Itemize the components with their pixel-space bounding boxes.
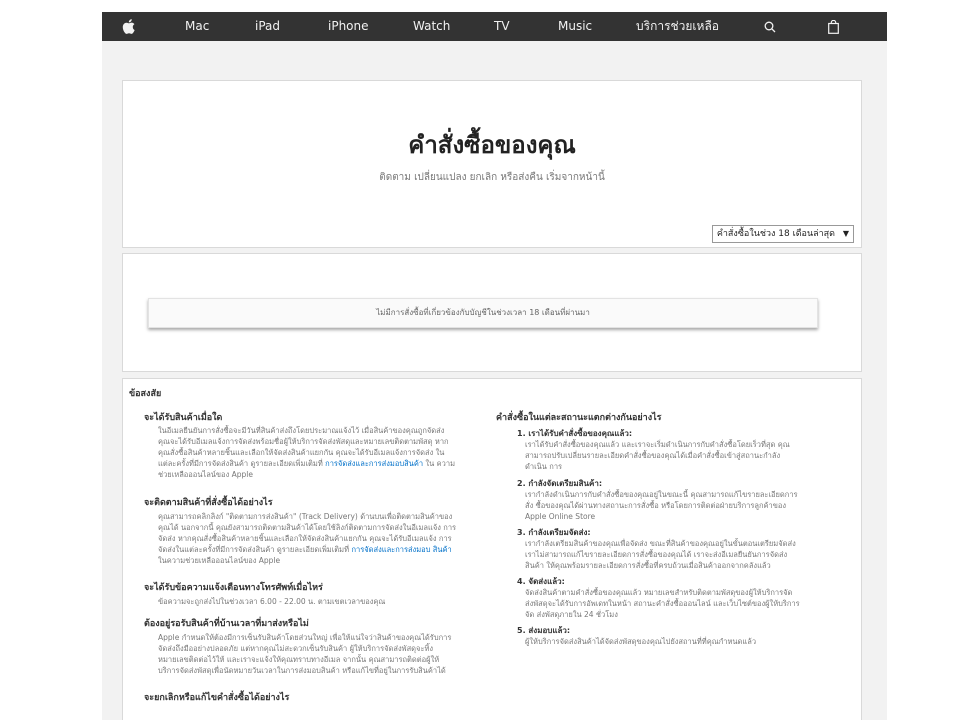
delivery-help-link[interactable]: การจัดส่งและการส่งมอบ สินค้า [351, 545, 452, 554]
orders-header-card [122, 80, 862, 248]
faq-card [122, 378, 862, 720]
orders-list-card [122, 253, 862, 372]
nav-item-mac[interactable]: Mac [185, 19, 210, 33]
faq-question: จะได้รับข้อความแจ้งเตือนทางโทรศัพท์เมื่อไหร่ [144, 583, 323, 593]
faq-question: จะยกเลิกหรือแก้ไขคำสั่งซื้อได้อย่างไร [144, 693, 290, 703]
empty-orders-message: ไม่มีการสั่งซื้อที่เกี่ยวข้องกับบัญชีในช่วงเวลา 18 เดือนที่ผ่านมา [148, 298, 818, 328]
delivery-help-link[interactable]: การจัดส่งและการส่งมอบสินค้า [325, 459, 424, 468]
nav-item-iphone[interactable]: iPhone [328, 19, 369, 33]
faq-question: จะติดตามสินค้าที่สั่งซื้อได้อย่างไร [144, 498, 273, 508]
status-step-title: 3. กำลังเตรียมจัดส่ง: [517, 528, 591, 537]
faq-question: คำสั่งซื้อในแต่ละสถานะแตกต่างกันอย่างไร [496, 413, 662, 423]
order-period-value: คำสั่งซื้อในช่วง 18 เดือนล่าสุด [716, 229, 835, 239]
nav-item-support[interactable]: บริการช่วยเหลือ [636, 19, 719, 33]
status-step-text: เรากำลังดำเนินการกับคำสั่งซื้อของคุณอยู่ในขณะนี้ คุณสามารถแก้ไขรายละเอียดการสั่ง ซื้อของคุณได้ผ่านทางสถานะการสั่งซื้อ หรือโดยการติดต่อฝ่ายบริการลูกค้าของ Apple Online Store [525, 490, 798, 521]
caret-down-icon: ▼ [842, 229, 849, 238]
status-step-text: เราได้รับคำสั่งซื้อของคุณแล้ว และเราจะเริ่มดำเนินการกับคำสั่งซื้อโดยเร็วที่สุด คุณ สามารถปรับเปลี่ยนรายละเอียดคำสั่งซื้อของคุณได้เมื่อคำสั่งซื้อเข้าสู่สถานะกำลังดำเนิน การ [525, 440, 790, 471]
faq-question: จะได้รับสินค้าเมื่อใด [144, 413, 223, 423]
status-step-text: เรากำลังเตรียมสินค้าของคุณเพื่อจัดส่ง ขณะที่สินค้าของคุณอยู่ในขั้นตอนเตรียมจัดส่ง เราไม่สามารถแก้ไขรายละเอียดการสั่งซื้อของคุณได้ เราจะส่งอีเมลยืนยันการจัดส่งสินค้า ให้คุณพร้อมรายละเอียดการสั่งซื้อที่ครบถ้วนเมื่อสินค้าออกจากคลังแล้ว [525, 539, 796, 570]
global-nav [102, 12, 887, 41]
search-icon[interactable] [764, 12, 776, 41]
status-step-title: 4. จัดส่งแล้ว: [517, 577, 565, 586]
page-title: คำสั่งซื้อของคุณ [408, 131, 576, 159]
faq-question: ต้องอยู่รอรับสินค้าที่บ้านเวลาที่มาส่งหรือไม่ [144, 619, 309, 629]
apple-logo-icon[interactable] [122, 12, 135, 41]
faq-answer: คุณสามารถคลิกลิงก์ "ติดตามการส่งสินค้า" (Track Delivery) ด้านบนเพื่อติดตามสินค้าของ คุณได้ นอกจากนี้ คุณยังสามารถติดตามสินค้าได้โดยใช้ลิงก์ติดตามการจัดส่งในอีเมลแจ้ง การจัดส่ง หากคุณสั่งซื้อสินค้าหลายชิ้นและเลือกให้จัดส่งสินค้าแยกกัน คุณจะได้รับอีเมลแจ้ง การจัดส่งในแต่ละครั้งที่มีการจัดส่งสินค้า ดูรายละเอียดเพิ่มเติมที่ การจัดส่งและการส่งมอบ สินค้า ในความช่วยเหลือออนไลน์ของ Apple [158, 512, 457, 565]
status-step-title: 2. กำลังจัดเตรียมสินค้า: [517, 479, 603, 488]
nav-item-tv[interactable]: TV [494, 19, 510, 33]
faq-answer: Apple กำหนดให้ต้องมีการเซ็นรับสินค้าโดยส่วนใหญ่ เพื่อให้แน่ใจว่าสินค้าของคุณได้รับการ จัดส่งถึงมืออย่างปลอดภัย แต่หากคุณไม่สะดวกเซ็นรับสินค้า ผู้ให้บริการจัดส่งพัสดุจะทิ้ง หมายเลขติดต่อไว้ให้ และเราจะแจ้งให้คุณทราบทางอีเมล จากนั้น คุณสามารถติดต่อผู้ให้ บริการจัดส่งพัสดุเพื่อนัดหมายวันเวลาในการส่งมอบสินค้า หรือแก้ไขที่อยู่ในการรับสินค้าได้ [158, 633, 452, 675]
status-step-text: ผู้ให้บริการจัดส่งสินค้าได้จัดส่งพัสดุของคุณไปยังสถานที่ที่คุณกำหนดแล้ว [525, 637, 757, 646]
page-shell [102, 12, 887, 720]
faq-heading: ข้อสงสัย [129, 389, 162, 399]
faq-answer: ในอีเมลยืนยันการสั่งซื้อจะมีวันที่สินค้าส่งถึงโดยประมาณแจ้งไว้ เมื่อสินค้าของคุณถูกจัดส่ง คุณจะได้รับอีเมลแจ้งการจัดส่งพร้อมชื่อผู้ให้บริการจัดส่งพัสดุและหมายเลขติดตามพัสดุ หาก คุณสั่งซื้อสินค้าหลายชิ้นและเลือกให้จัดส่งสินค้าแยกกัน คุณจะได้รับอีเมลแจ้งการจัดส่ง ใน แต่ละครั้งที่มีการจัดส่งสินค้า ดูรายละเอียดเพิ่มเติมที่ การจัดส่งและการส่งมอบสินค้า ใน ความช่วยเหลือออนไลน์ของ Apple [158, 426, 456, 479]
nav-item-ipad[interactable]: iPad [255, 19, 281, 33]
nav-item-music[interactable]: Music [558, 19, 593, 33]
order-period-select[interactable] [712, 225, 854, 243]
nav-item-watch[interactable]: Watch [413, 19, 451, 33]
status-step-text: จัดส่งสินค้าตามคำสั่งซื้อของคุณแล้ว หมายเลขสำหรับติดตามพัสดุของผู้ให้บริการจัด ส่งพัสดุจะได้รับการอัพเดทในหน้า สถานะคำสั่งซื้อออนไลน์ และเว็บไซต์ของผู้ให้บริการจัด ส่งพัสดุภายใน 24 ชั่วโมง [525, 588, 800, 619]
status-step-title: 1. เราได้รับคำสั่งซื้อของคุณแล้ว: [517, 429, 633, 438]
status-step-title: 5. ส่งมอบแล้ว: [517, 626, 571, 635]
page-subtitle: ติดตาม เปลี่ยนแปลง ยกเลิก หรือส่งคืน เริ่มจากหน้านี้ [379, 172, 605, 183]
shopping-bag-icon[interactable] [828, 12, 839, 41]
faq-answer: ข้อความจะถูกส่งไปในช่วงเวลา 6.00 - 22.00 น. ตามเขตเวลาของคุณ [158, 597, 386, 606]
